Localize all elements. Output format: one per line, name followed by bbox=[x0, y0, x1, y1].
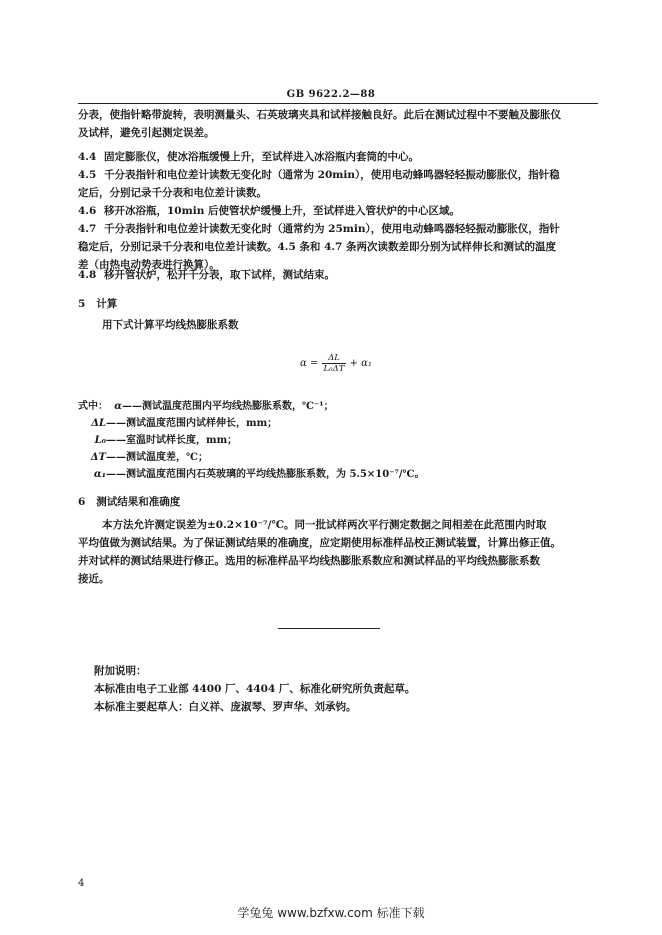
notes-line-1: 本标准由电子工业部 4400 厂、4404 厂、标准化研究所负责起草。 bbox=[94, 683, 416, 695]
body-line: 并对试样的测试结果进行修正。选用的标准样品平均线热膨胀系数应和测试样品的平均线热膨胀系数 bbox=[78, 555, 540, 567]
step-4-8 bbox=[78, 266, 608, 284]
intro-line-1: 分表，使指针略带旋转，表明测量头、石英玻璃夹具和试样接触良好。此后在测试过程中不要触及膨胀仪 bbox=[78, 109, 561, 121]
notes-line-2: 本标准主要起草人：白义祥、庞淑琴、罗声华、刘承钧。 bbox=[94, 701, 357, 713]
body-line: 本方法允许测定误差为±0.2×10⁻⁷/℃。同一批试样两次平行测定数据之间相差在此范围内时取 bbox=[102, 519, 547, 531]
standard-code-header: GB 9622.2—88 bbox=[286, 89, 376, 100]
body-line: 平均值做为测试结果。为了保证测试结果的准确度，应定期使用标准样品校正测试装置，计算出修正值。 bbox=[78, 537, 561, 549]
symbol: L₀ bbox=[94, 435, 106, 446]
symbol: α bbox=[114, 401, 122, 412]
symbol: ΔL bbox=[91, 418, 106, 429]
intro-paragraph bbox=[78, 106, 608, 142]
step-line: 固定膨胀仪，使冰浴瓶缓慢上升，至试样进入冰浴瓶内套筒的中心。 bbox=[104, 151, 419, 163]
step-number: 4.4 bbox=[78, 151, 97, 163]
definitions bbox=[78, 398, 618, 483]
formula-rhs: α₁ bbox=[361, 358, 372, 369]
step-line: 定后，分别记录千分表和电位差计读数。 bbox=[78, 187, 267, 199]
formula-lhs: α bbox=[300, 358, 307, 369]
step-4-5 bbox=[78, 166, 608, 202]
section-title: 测试结果和准确度 bbox=[96, 496, 181, 508]
definition-text: ——测试温度范围内试样伸长，mm； bbox=[106, 418, 278, 429]
separator-rule bbox=[278, 628, 380, 629]
header-rule bbox=[78, 103, 598, 104]
body-line: 接近。 bbox=[78, 573, 110, 585]
symbol: ΔT bbox=[90, 452, 106, 463]
formula bbox=[300, 353, 372, 374]
step-line: 千分表指针和电位差计读数无变化时（通常约为 25min），使用电动蜂鸣器轻轻振动膨胀仪，指针 bbox=[104, 223, 560, 235]
definitions-lead: 式中： bbox=[78, 401, 108, 412]
section-5-heading bbox=[78, 296, 117, 311]
step-4-4 bbox=[78, 148, 608, 166]
formula-fraction bbox=[322, 353, 347, 374]
symbol: α₁ bbox=[93, 469, 106, 480]
additional-notes bbox=[94, 662, 614, 716]
section-6-heading bbox=[78, 494, 180, 509]
step-4-6 bbox=[78, 202, 608, 220]
step-number: 4.5 bbox=[78, 169, 97, 181]
intro-line-2: 及试样，避免引起测定误差。 bbox=[78, 127, 215, 139]
section-number: 6 bbox=[78, 496, 86, 508]
definition-text: ——测试温度范围内平均线热膨胀系数，℃⁻¹； bbox=[122, 401, 334, 412]
step-line: 差（由热电动势表进行换算）。 bbox=[78, 259, 220, 271]
step-line: 稳定后，分别记录千分表和电位差计读数。4.5 条和 4.7 条两次读数差即分别为试样伸长和测试的温度 bbox=[78, 241, 556, 253]
site-footer-watermark: 学兔兔 www.bzfxw.com 标准下载 bbox=[237, 906, 425, 920]
definition-text: ——室温时试样长度，mm； bbox=[106, 435, 238, 446]
section-5-lead: 用下式计算平均线热膨胀系数 bbox=[102, 319, 239, 331]
section-title: 计算 bbox=[96, 298, 118, 310]
formula-denominator: L₀ΔT bbox=[323, 364, 345, 374]
step-number: 4.8 bbox=[78, 269, 97, 281]
step-line: 移开冰浴瓶，10min 后使管状炉缓慢上升，至试样进入管状炉的中心区域。 bbox=[104, 205, 460, 217]
formula-plus: + bbox=[349, 358, 358, 369]
section-6-body bbox=[78, 516, 618, 588]
notes-title: 附加说明： bbox=[94, 665, 147, 677]
formula-equals: = bbox=[309, 358, 319, 369]
step-number: 4.6 bbox=[78, 205, 97, 217]
step-line: 千分表指针和电位差计读数无变化时（通常为 20min），使用电动蜂鸣器轻轻振动膨胀仪，指针稳 bbox=[104, 169, 560, 181]
step-number: 4.7 bbox=[78, 223, 97, 235]
definition-text: ——测试温度差，℃； bbox=[106, 452, 208, 463]
definition-text: ——测试温度范围内石英玻璃的平均线热膨胀系数，为 5.5×10⁻⁷/℃。 bbox=[106, 469, 425, 480]
section-number: 5 bbox=[78, 298, 86, 310]
formula-numerator: ΔL bbox=[322, 353, 347, 364]
page-number: 4 bbox=[78, 878, 85, 889]
step-line: 移开管状炉，松开千分表，取下试样，测试结束。 bbox=[104, 269, 335, 281]
